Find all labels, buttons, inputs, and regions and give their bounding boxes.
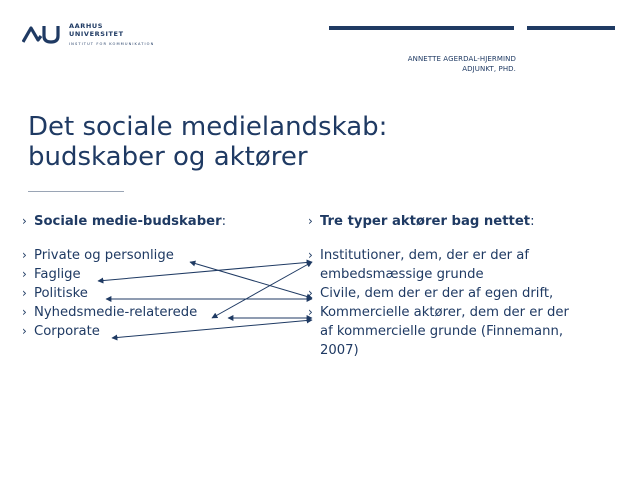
actors-heading-text: Tre typer aktører bag nettet — [320, 214, 531, 229]
bullet-marker: › — [308, 248, 313, 262]
actor-institutions-line-2: embedsmæssige grunde — [320, 267, 484, 282]
bullet-marker: › — [22, 286, 27, 300]
actor-civilians: Civile, dem der er der af egen drift, — [320, 286, 554, 301]
actor-institutions-line-1: Institutioner, dem, der er der af — [320, 248, 530, 263]
message-private: Private og personlige — [34, 248, 174, 263]
message-corporate: Corporate — [34, 324, 100, 339]
arrow-corporate-commercial — [112, 320, 312, 338]
slide-title-line-2: budskaber og aktører — [28, 142, 308, 172]
bullet-marker: › — [22, 214, 27, 228]
bullet-marker: › — [308, 214, 313, 228]
actor-commercial-line-2: af kommercielle grunde (Finnemann, — [320, 324, 564, 339]
message-news-media: Nyhedsmedie-relaterede — [34, 305, 198, 320]
author-title: ADJUNKT, PHD. — [462, 65, 516, 73]
slide-title-line-1: Det sociale medielandskab: — [28, 112, 388, 142]
arrow-professional-institutions — [98, 262, 312, 281]
message-professional: Faglige — [34, 267, 81, 282]
bullet-marker: › — [308, 286, 313, 300]
author-name: ANNETTE AGERDAL-HJERMIND — [407, 55, 516, 63]
arrow-newsmedia-institutions — [212, 262, 312, 318]
message-political: Politiske — [34, 286, 88, 301]
logo-tagline: INSTITUT FOR KOMMUNIKATION — [69, 42, 155, 46]
messages-heading-colon: : — [221, 214, 227, 229]
actor-commercial-line-1: Kommercielle aktører, dem der er der — [320, 305, 569, 320]
messages-heading-text: Sociale medie-budskaber — [34, 214, 222, 229]
logo-line-1: AARHUS — [69, 22, 104, 30]
bullet-marker: › — [22, 305, 27, 319]
bullet-marker: › — [22, 324, 27, 338]
bullet-marker: › — [308, 305, 313, 319]
bullet-marker: › — [22, 267, 27, 281]
actors-heading-colon: : — [530, 214, 535, 229]
actor-commercial-line-3: 2007) — [320, 343, 359, 358]
bullet-marker: › — [22, 248, 27, 262]
logo-line-2: UNIVERSITET — [69, 29, 124, 38]
